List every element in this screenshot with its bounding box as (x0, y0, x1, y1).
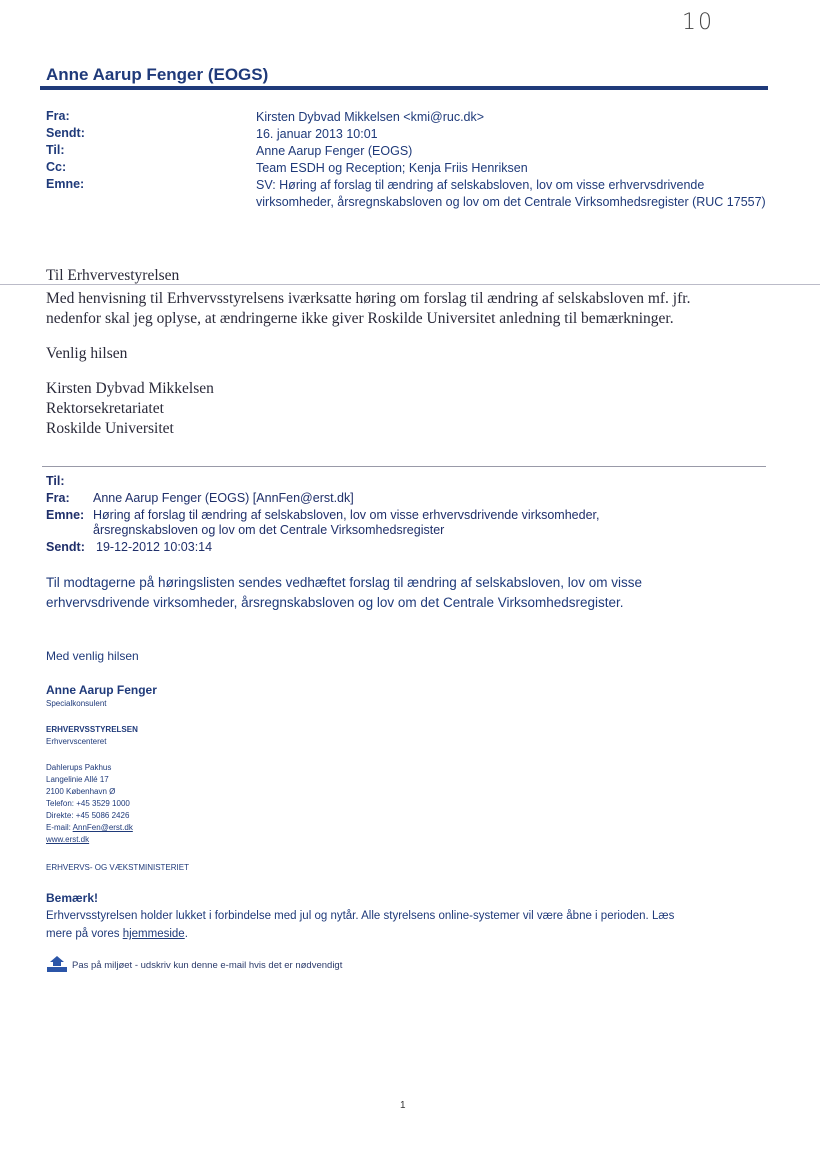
cc-value: Team ESDH og Reception; Kenja Friis Henriksen (256, 161, 528, 175)
note-title: Bemærk! (46, 891, 99, 905)
original-address-3: 2100 København Ø (46, 787, 116, 796)
environment-notice: Pas på miljøet - udskriv kun denne e-mail hvis det er nødvendigt (72, 960, 343, 971)
from-value: Kirsten Dybvad Mikkelsen <kmi@ruc.dk> (256, 110, 485, 124)
reply-salutation: Til Erhvervestyrelsen (46, 267, 180, 284)
reply-line-2: nedenfor skal jeg oplyse, at ændringerne ikke giver Roskilde Universitet anledning til bemærkninger. (46, 310, 674, 327)
from-label: Fra: (46, 109, 70, 123)
original-greeting: Med venlig hilsen (46, 649, 139, 663)
original-phone: Telefon: +45 3529 1000 (46, 799, 130, 808)
subject-value: SV: Høring af forslag til ændring af selskabsloven, lov om visse erhvervsdrivende virksomheder, årsregnskabsloven og lov om det Centrale Virksomhedsregister (RUC 17557) (256, 178, 766, 209)
fwd-from-label: Fra: (46, 491, 70, 505)
reply-closing: Venlig hilsen (46, 345, 128, 362)
fwd-sent-value: 19-12-2012 10:03:14 (96, 540, 213, 554)
subject-label: Emne: (46, 177, 85, 191)
header-divider (40, 86, 768, 90)
note-line-2-prefix: mere på vores (46, 928, 123, 940)
reply-signature-org: Roskilde Universitet (46, 420, 174, 437)
note-line-2-suffix: . (184, 928, 188, 940)
fwd-to-label: Til: (46, 474, 65, 488)
fwd-subject-line-2: årsregnskabsloven og lov om det Centrale Virksomhedsregister (93, 523, 445, 537)
to-value: Anne Aarup Fenger (EOGS) (256, 144, 413, 158)
original-email-row (46, 822, 133, 834)
original-address-2: Langelinie Allé 17 (46, 775, 109, 784)
original-direct: Direkte: +45 5086 2426 (46, 811, 130, 820)
environment-icon (46, 955, 68, 973)
page-number: 1 (400, 1100, 406, 1111)
reply-divider (0, 284, 820, 285)
note-homepage-link[interactable]: hjemmeside (122, 928, 185, 940)
mailbox-owner: Anne Aarup Fenger (EOGS) (46, 65, 269, 84)
forward-divider (42, 466, 766, 467)
original-body-line-2: erhvervsdrivende virksomheder, årsregnskabsloven og lov om det Centrale Virksomhedsregister. (46, 595, 624, 610)
sent-label: Sendt: (46, 126, 85, 140)
fwd-subject-line-1: Høring af forslag til ændring af selskabsloven, lov om visse erhvervsdrivende virksomheder, (93, 508, 600, 522)
fwd-subject-label: Emne: (46, 508, 85, 522)
original-sig-name: Anne Aarup Fenger (46, 683, 157, 697)
cc-label: Cc: (46, 160, 67, 174)
original-email-link[interactable]: AnnFen@erst.dk (72, 823, 133, 832)
reply-signature-dept: Rektorsekretariatet (46, 400, 164, 417)
original-address-1: Dahlerups Pakhus (46, 763, 112, 772)
to-label: Til: (46, 143, 65, 157)
note-line-2 (46, 926, 188, 943)
fwd-from-value: Anne Aarup Fenger (EOGS) [AnnFen@erst.dk] (93, 491, 354, 505)
fwd-sent-label: Sendt: (46, 540, 85, 554)
original-sig-title: Specialkonsulent (46, 699, 107, 708)
original-org: ERHVERVSSTYRELSEN (46, 725, 138, 734)
reply-line-1: Med henvisning til Erhvervsstyrelsens iværksatte høring om forslag til ændring af selskabsloven mf. jfr. (46, 290, 691, 307)
sent-value: 16. januar 2013 10:01 (256, 127, 378, 141)
reply-signature-name: Kirsten Dybvad Mikkelsen (46, 380, 214, 397)
note-line-1: Erhvervsstyrelsen holder lukket i forbindelse med jul og nytår. Alle styrelsens online-systemer vil være åbne i perioden. Læs (46, 910, 675, 922)
original-ministry: ERHVERVS- OG VÆKSTMINISTERIET (46, 863, 189, 872)
original-email-prefix: E-mail: (46, 823, 73, 832)
original-web-link[interactable]: www.erst.dk (46, 835, 90, 844)
original-body-line-1: Til modtagerne på høringslisten sendes vedhæftet forslag til ændring af selskabsloven, lov om visse (46, 575, 643, 590)
page-mark: 10 (682, 10, 714, 35)
original-unit: Erhvervscenteret (46, 737, 107, 746)
